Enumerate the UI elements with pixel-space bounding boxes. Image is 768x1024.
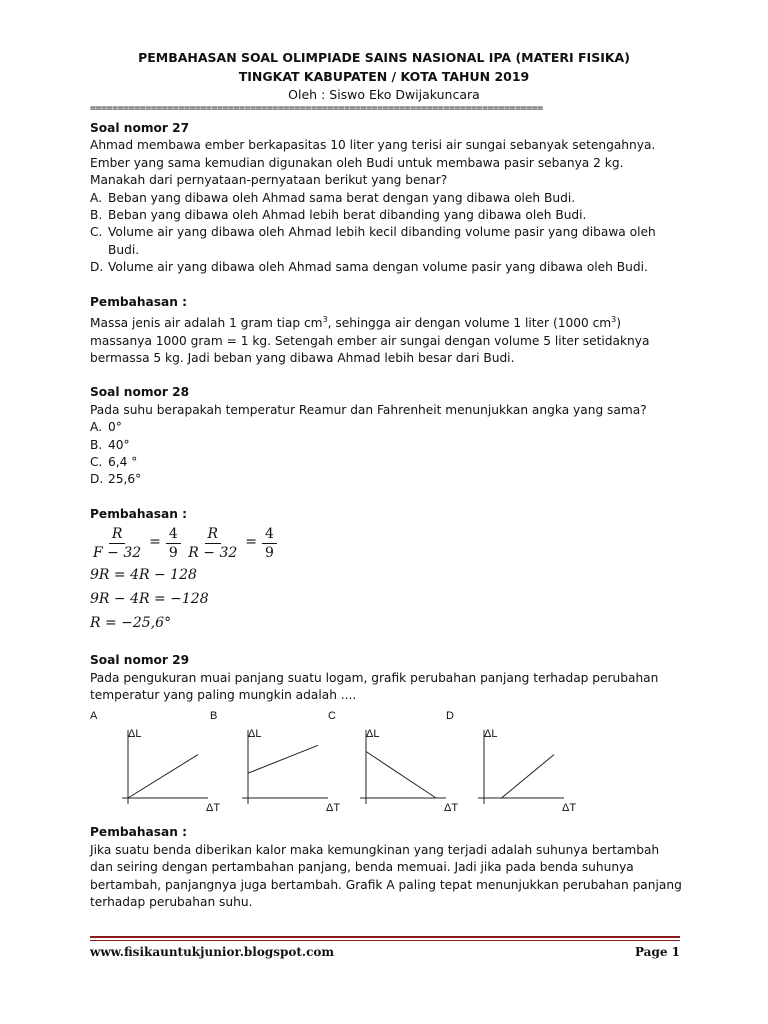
option-letter: B. [90,208,103,223]
header-title: PEMBAHASAN SOAL OLIMPIADE SAINS NASIONAL IPA (MATERI FISIKA) [138,50,630,65]
option-letter: C. [90,225,103,240]
q28-option-d [90,471,682,488]
graph-d [446,710,577,818]
option-text: 0° [108,420,122,435]
option-text: Volume air yang dibawa oleh Ahmad sama dengan volume pasir yang dibawa oleh Budi. [108,260,648,275]
q27-option-d [90,259,682,276]
graph-line [128,755,198,798]
graph-line [366,752,436,799]
q28-options [90,419,682,489]
q28-title: Soal nomor 28 [90,385,190,400]
eq1-right-denominator: 9 [168,544,178,561]
q27-text: Ahmad membawa ember berkapasitas 10 liter yang terisi air sungai sebanyak setengahnya. Ember yang sama kemudian digunakan oleh Budi untuk membawa pasir sebanya 2 kg. Manakah dari pernyataan-pernyataan berikut yang benar? [90,138,656,188]
graph-y-label: ΔL [484,728,498,741]
q29-title: Soal nomor 29 [90,653,190,668]
content [90,120,682,911]
graph-x-label: ΔT [562,802,577,815]
q27-discussion [90,311,682,367]
q29-text: Pada pengukuran muai panjang suatu logam, grafik perubahan panjang terhadap perubahan temperatur yang paling mungkin adalah .... [90,670,659,702]
graph-letter: B [210,710,218,723]
option-letter: A. [90,190,102,205]
q28-text: Pada suhu berapakah temperatur Reamur dan Fahrenheit menunjukkan angka yang sama? [90,402,647,417]
option-text: Beban yang dibawa oleh Ahmad sama berat dengan yang dibawa oleh Budi. [108,190,576,205]
eq1-right-numerator: 4 [166,525,181,544]
equation-5: R = −25,6° [90,615,172,632]
q27-discussion-title: Pembahasan : [90,294,188,309]
equation-3: 9R = 4R − 128 [90,567,197,584]
option-text: 6,4 ° [108,454,138,469]
option-letter: D. [90,260,104,275]
graph-c [328,710,459,818]
q27-options [90,190,682,277]
option-letter: B. [90,437,103,452]
footer-rule-thin [90,940,680,941]
q28-option-a [90,419,682,436]
graph-plot [90,710,210,818]
q27-option-a [90,190,682,207]
eq1-equals: = [149,534,161,551]
q28-option-c [90,454,682,471]
equation-1 [90,523,181,563]
graph-line [502,755,555,798]
option-text: Volume air yang dibawa oleh Ahmad lebih kecil dibanding volume pasir yang dibawa oleh Budi. [108,225,656,257]
footer-url: www.fisikauntukjunior.blogspot.com [90,945,335,959]
eq2-equals: = [245,534,258,551]
option-text: 25,6° [108,472,142,487]
graph-y-label: ΔL [128,728,142,741]
option-text: 40° [108,437,130,452]
footer-page-number: Page 1 [634,945,680,959]
graph-x-label: ΔT [206,802,221,815]
equation-2 [185,523,277,563]
graph-letter: A [90,710,98,723]
eq2-right-numerator: 4 [262,525,277,544]
graph-y-label: ΔL [366,728,380,741]
graph-x-label: ΔT [444,802,459,815]
q29-discussion-title: Pembahasan : [90,825,188,840]
eq1-denominator: F − 32 [93,544,142,561]
option-text: Beban yang dibawa oleh Ahmad lebih berat dibanding yang dibawa oleh Budi. [108,208,587,223]
equation-4: 9R − 4R = −128 [90,591,209,608]
q28-discussion-title: Pembahasan : [90,506,188,521]
q29-discussion: Jika suatu benda diberikan kalor maka kemungkinan yang terjadi adalah suhunya bertambah dan seiring dengan pertambahan panjang, benda memuai. Jadi jika pada benda suhunya bertambah, panjangnya juga bertambah. Grafik A paling tepat menunjukkan perubahan panjang terhadap perubahan suhu. [90,842,682,910]
eq2-denominator: R − 32 [188,544,238,561]
graph-plot [446,710,566,818]
q27-option-c [90,224,682,259]
q27-discussion-part-c: ) massanya 1000 gram = 1 kg. Setengah ember air sungai dengan volume 5 liter setidaknya bermassa 5 kg. Jadi beban yang dibawa Ahmad lebih besar dari Budi. [90,316,650,365]
q28-option-b [90,437,682,454]
graph-letter: D [446,710,454,723]
graph-plot [210,710,330,818]
eq2-right-denominator: 9 [265,544,274,561]
graph-letter: C [328,710,336,723]
q27-sup-2: 3 [611,315,617,325]
header-subtitle: TINGKAT KABUPATEN / KOTA TAHUN 2019 [238,69,530,84]
eq1-numerator: R [109,525,126,544]
q27-discussion-part-b: , sehingga air dengan volume 1 liter (1000 cm [327,316,612,331]
q27-discussion-part-a: Massa jenis air adalah 1 gram tiap cm [90,316,323,331]
header-separator: ================================================================================== [90,103,543,114]
graph-a [90,710,221,818]
option-letter: C. [90,454,103,469]
header-author: Oleh : Siswo Eko Dwijakuncara [288,87,480,102]
option-letter: A. [90,420,102,435]
graph-y-label: ΔL [248,728,262,741]
graph-b [210,710,341,818]
option-letter: D. [90,472,104,487]
graph-line [248,746,318,774]
q29-graphs [90,710,682,818]
eq2-numerator: R [205,525,222,544]
graph-plot [328,710,448,818]
q27-title: Soal nomor 27 [90,121,190,135]
graph-x-label: ΔT [326,802,341,815]
footer-rule [90,936,680,938]
q27-option-b [90,207,682,224]
q27-sup-1: 3 [322,315,328,325]
q28-math [90,523,682,635]
